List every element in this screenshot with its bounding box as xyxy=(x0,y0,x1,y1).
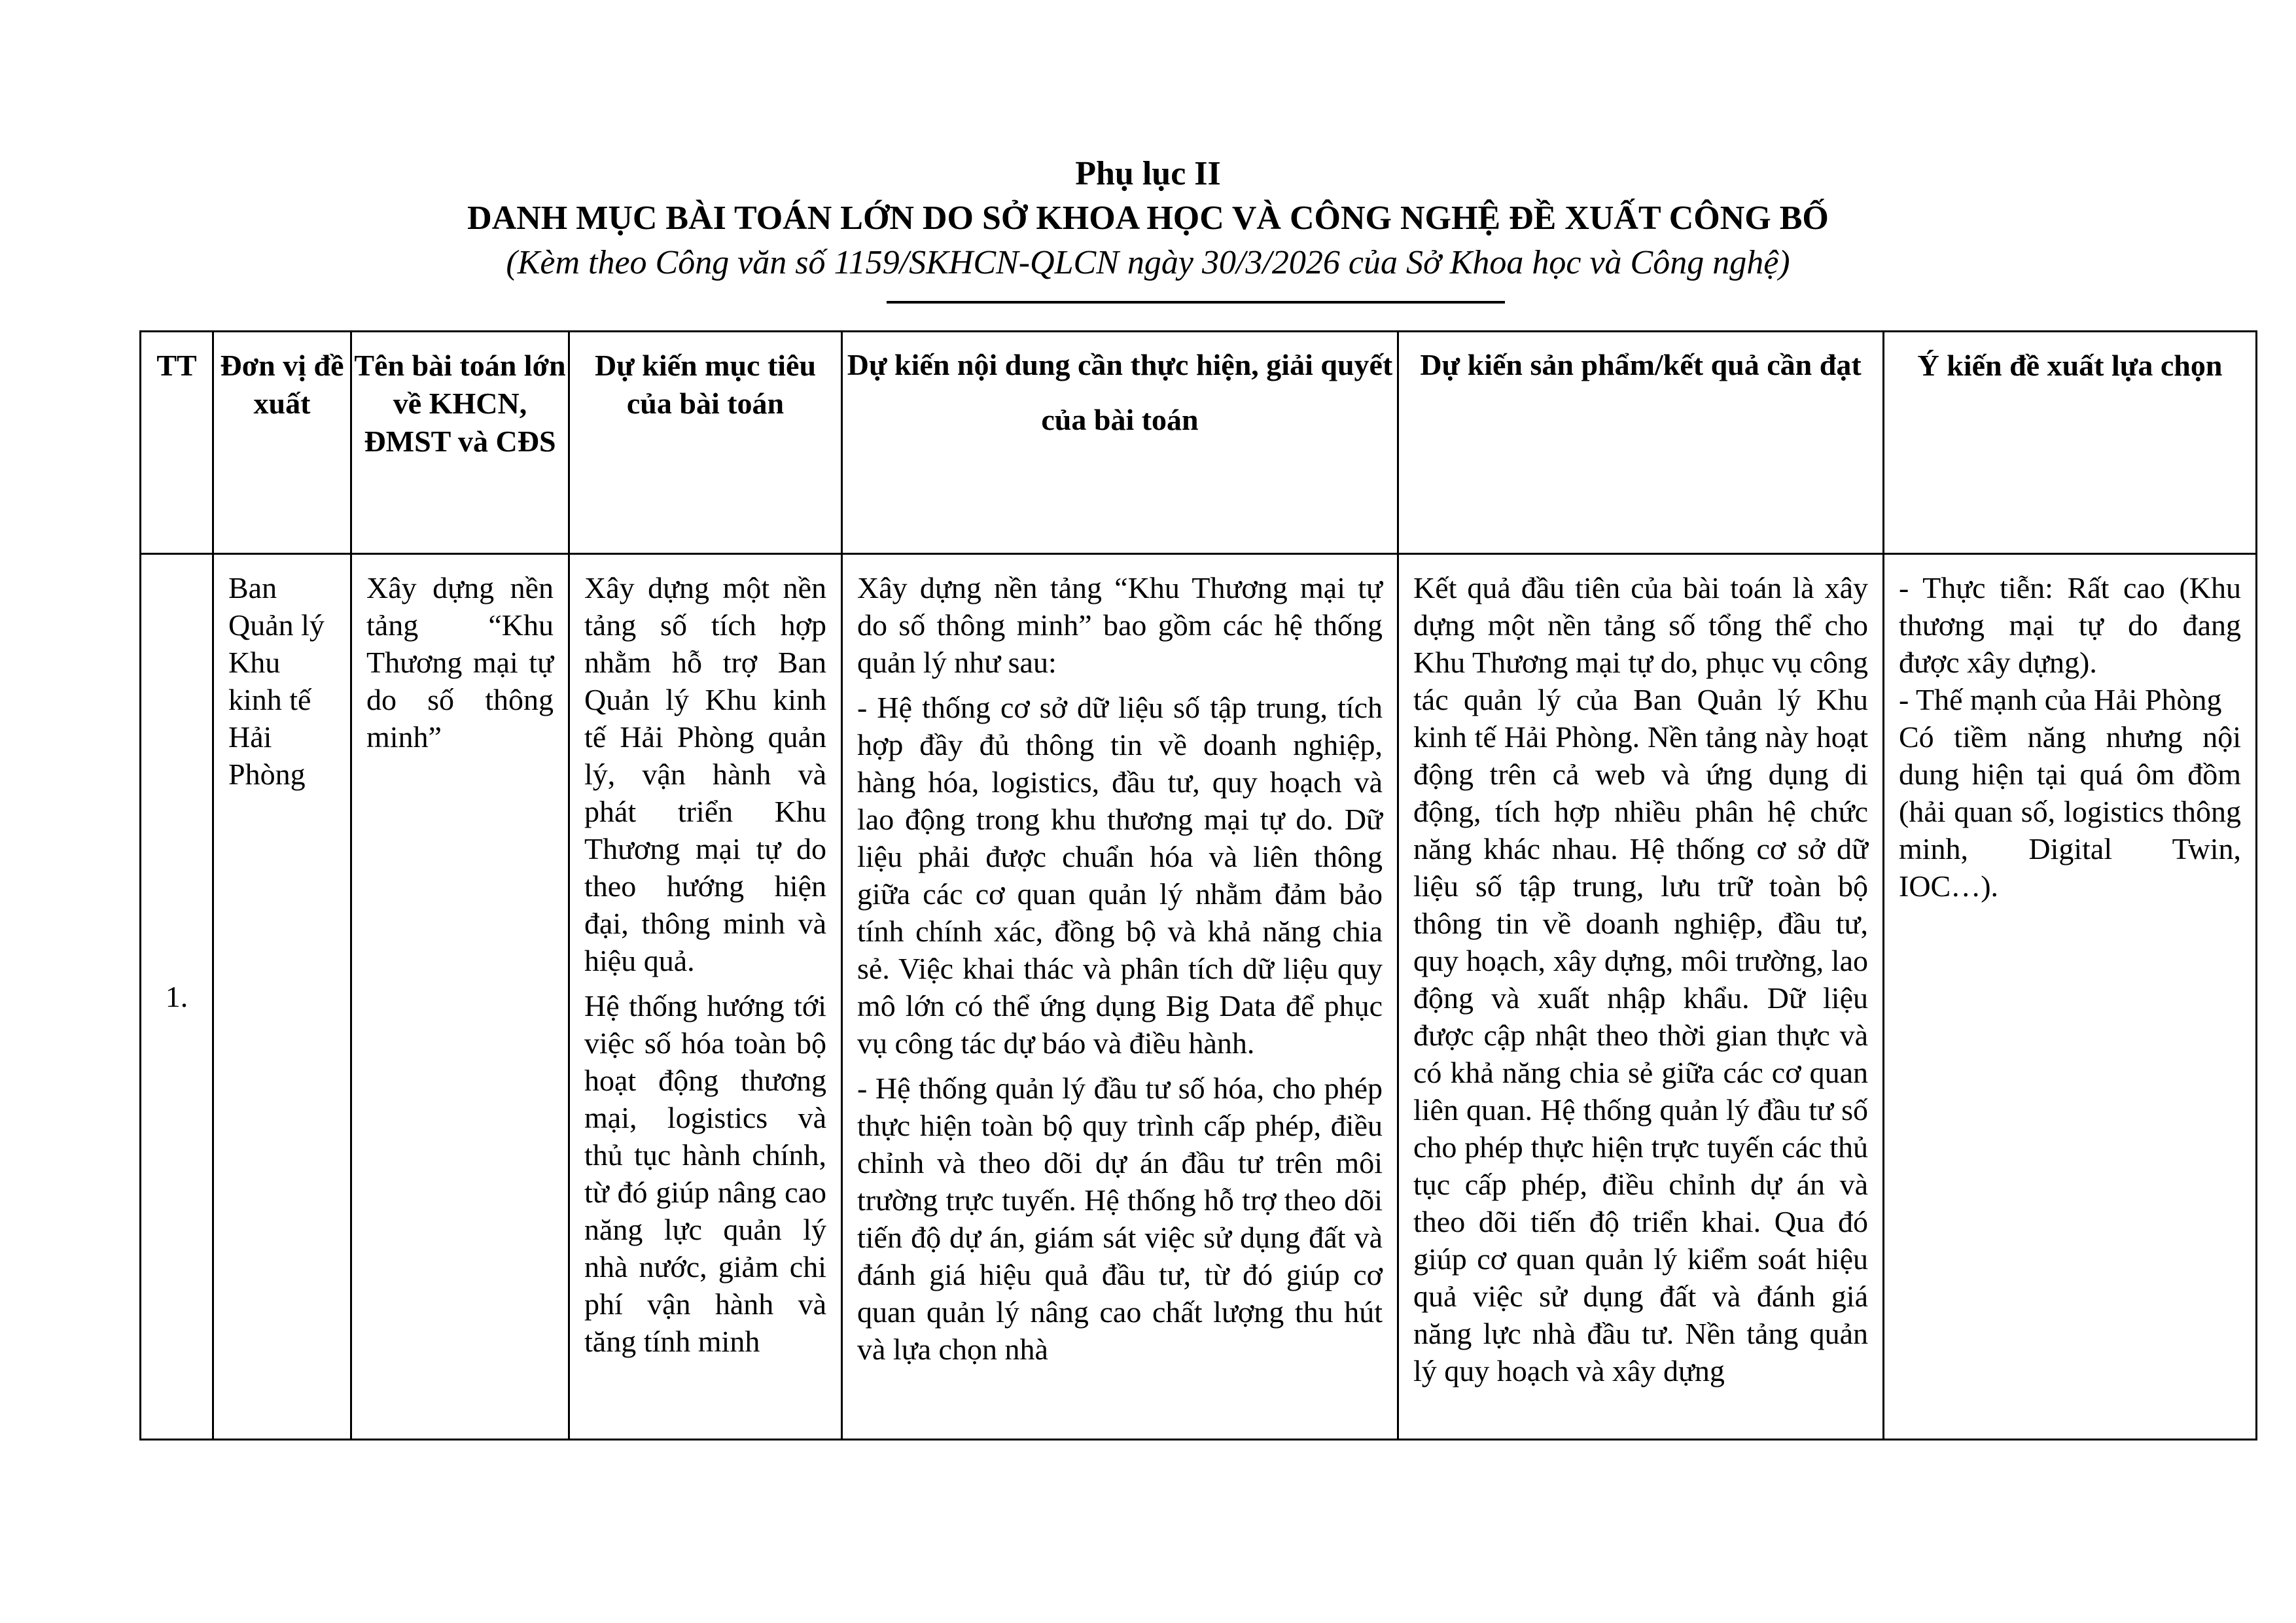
opinion-line: Có tiềm năng nhưng nội dung hiện tại quá ôm đồm (hải quan số, logistics thông minh, Digital Twin, IOC…). xyxy=(1899,720,2241,903)
content-paragraph: - Hệ thống cơ sở dữ liệu số tập trung, tích hợp đầy đủ thông tin về doanh nghiệp, hàng hóa, logistics, đầu tư, quy hoạch và lao động trong khu thương mại tự do. Dữ liệu phải được chuẩn hóa và liên thông giữa các cơ quan quản lý nhằm đảm bảo tính chính xác, đồng bộ và khả năng chia sẻ. Việc khai thác và phân tích dữ liệu quy mô lớn có thể ứng dụng Big Data để phục vụ công tác dự báo và điều hành. xyxy=(857,691,1383,1060)
proposal-table xyxy=(139,330,2257,1440)
column-header-name: Tên bài toán lớn về KHCN, ĐMST và CĐS xyxy=(351,332,569,554)
column-header-unit: Đơn vị đề xuất xyxy=(213,332,351,554)
cell-content xyxy=(842,554,1398,1440)
cell-result: Kết quả đầu tiên của bài toán là xây dựng một nền tảng số tổng thể cho Khu Thương mại tự do, phục vụ công tác quản lý của Ban Quản lý Khu kinh tế Hải Phòng. Nền tảng này hoạt động trên cả web và ứng dụng di động, tích hợp nhiều phân hệ chức năng khác nhau. Hệ thống cơ sở dữ liệu số tập trung, lưu trữ toàn bộ thông tin về doanh nghiệp, đầu tư, quy hoạch, xây dựng, môi trường, lao động và xuất nhập khẩu. Dữ liệu được cập nhật theo thời gian thực và có khả năng chia sẻ giữa các cơ quan liên quan. Hệ thống quản lý đầu tư số cho phép thực hiện trực tuyến các thủ tục cấp phép, điều chỉnh dự án và theo dõi tiến độ triển khai. Qua đó giúp cơ quan quản lý kiểm soát hiệu quả việc sử dụng đất và đánh giá năng lực nhà đầu tư. Nền tảng quản lý quy hoạch và xây dựng xyxy=(1398,554,1884,1440)
opinion-line: - Thế mạnh của Hải Phòng xyxy=(1899,683,2222,716)
column-header-content: Dự kiến nội dung cần thực hiện, giải quyết của bài toán xyxy=(842,332,1398,554)
opinion-line: - Thực tiễn: Rất cao (Khu thương mại tự do đang được xây dựng). xyxy=(1899,571,2241,679)
column-header-opinion: Ý kiến đề xuất lựa chọn xyxy=(1884,332,2257,554)
appendix-label: Phụ lục II xyxy=(1075,155,1221,192)
document-title: DANH MỤC BÀI TOÁN LỚN DO SỞ KHOA HỌC VÀ CÔNG NGHỆ ĐỀ XUẤT CÔNG BỐ xyxy=(467,200,1829,237)
table-header-row xyxy=(141,332,2257,554)
table-row xyxy=(141,554,2257,1440)
objective-paragraph: Xây dựng một nền tảng số tích hợp nhằm hỗ trợ Ban Quản lý Khu kinh tế Hải Phòng quản lý, vận hành và phát triển Khu Thương mại tự do theo hướng hiện đại, thông minh và hiệu quả. xyxy=(584,571,826,977)
cell-name: Xây dựng nền tảng “Khu Thương mại tự do số thông minh” xyxy=(351,554,569,1440)
content-paragraph: - Hệ thống quản lý đầu tư số hóa, cho phép thực hiện toàn bộ quy trình cấp phép, điều chỉnh và theo dõi dự án đầu tư trên môi trường trực tuyến. Hệ thống hỗ trợ theo dõi tiến độ dự án, giám sát việc sử dụng đất và đánh giá hiệu quả đầu tư, từ đó giúp cơ quan quản lý nâng cao chất lượng thu hút và lựa chọn nhà xyxy=(857,1072,1383,1366)
cell-objective xyxy=(569,554,842,1440)
document-subtitle: (Kèm theo Công văn số 1159/SKHCN-QLCN ngày 30/3/2026 của Sở Khoa học và Công nghệ) xyxy=(506,244,1790,281)
objective-paragraph: Hệ thống hướng tới việc số hóa toàn bộ hoạt động thương mại, logistics và thủ tục hành chính, từ đó giúp nâng cao năng lực quản lý nhà nước, giảm chi phí vận hành và tăng tính minh xyxy=(584,989,826,1358)
column-header-tt: TT xyxy=(141,332,213,554)
cell-opinion xyxy=(1884,554,2257,1440)
column-header-result: Dự kiến sản phẩm/kết quả cần đạt xyxy=(1398,332,1884,554)
document-header xyxy=(0,152,2296,285)
column-header-objective: Dự kiến mục tiêu của bài toán xyxy=(569,332,842,554)
content-paragraph: Xây dựng nền tảng “Khu Thương mại tự do số thông minh” bao gồm các hệ thống quản lý như sau: xyxy=(857,571,1383,679)
cell-tt: 1. xyxy=(141,554,213,1440)
cell-unit: Ban Quản lý Khu kinh tế Hải Phòng xyxy=(213,554,351,1440)
title-underline xyxy=(887,301,1505,304)
